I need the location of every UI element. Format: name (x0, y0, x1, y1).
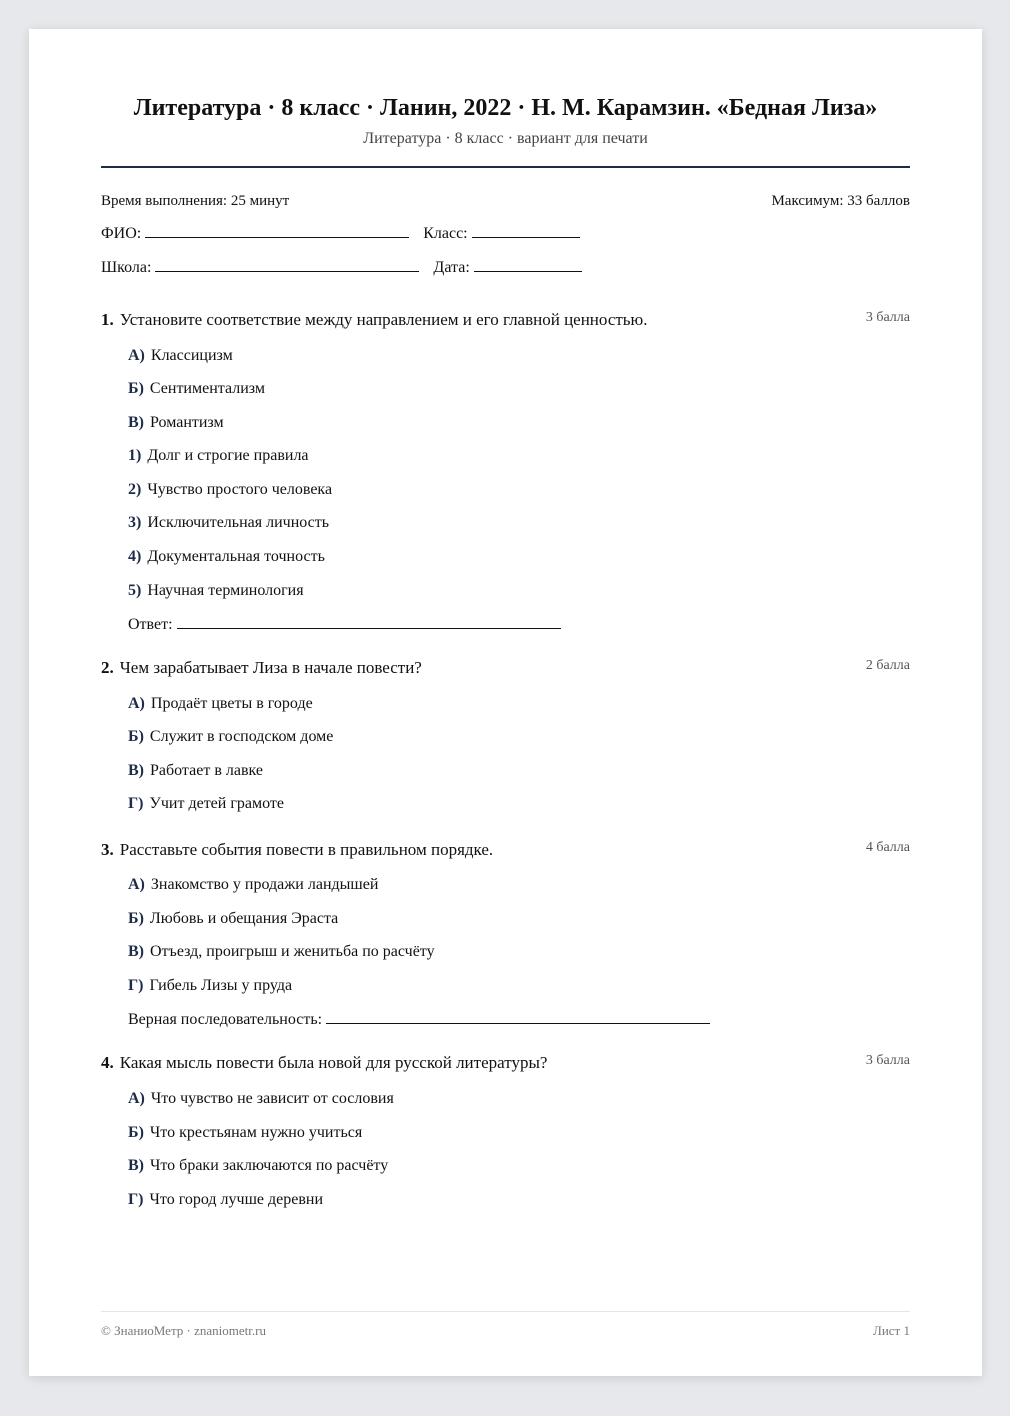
question-4 (101, 1053, 910, 1073)
option-letter: 3) (128, 514, 142, 531)
option-letter: А) (128, 695, 145, 712)
school-date-row (101, 259, 592, 277)
option-text: Классицизм (150, 347, 233, 364)
footer-divider (101, 1311, 910, 1312)
fio-line[interactable] (145, 236, 409, 238)
option-letter: Г) (128, 795, 144, 812)
option-item (128, 582, 304, 600)
option-letter: Б) (128, 380, 144, 397)
option-item (128, 1090, 394, 1108)
option-text: Что город лучше деревни (149, 1191, 324, 1208)
option-text: Что чувство не зависит от сословия (150, 1090, 394, 1107)
option-item (128, 695, 313, 713)
option-item (128, 728, 333, 746)
question-points: 3 балла (865, 1053, 910, 1068)
option-item (128, 1191, 323, 1209)
page-subtitle: Литература · 8 класс · вариант для печати (363, 130, 648, 147)
option-text: Учит детей грамоте (149, 795, 285, 812)
option-item (128, 380, 265, 398)
date-line[interactable] (474, 270, 582, 272)
question-text: Расставьте события повести в правильном порядке. (119, 840, 494, 859)
option-text: Работает в лавке (150, 762, 263, 779)
footer-copyright: © ЗнаниоМетр · znaniometr.ru (101, 1323, 266, 1338)
fio-class-row (101, 225, 590, 243)
option-letter: 1) (128, 447, 142, 464)
time-limit: Время выполнения: 25 минут (101, 193, 290, 209)
question-points: 3 балла (865, 310, 910, 325)
option-letter: В) (128, 762, 144, 779)
option-text: Продаёт цветы в городе (150, 695, 313, 712)
question-points: 2 балла (865, 658, 910, 673)
question-number: 1. (101, 310, 114, 329)
option-item (128, 762, 263, 780)
option-text: Служит в господском доме (149, 728, 334, 745)
question-number: 3. (101, 840, 114, 859)
answer-row (128, 616, 561, 634)
option-text: Романтизм (150, 414, 224, 431)
question-text: Установите соответствие между направлением и его главной ценностью. (119, 310, 648, 329)
option-letter: 2) (128, 481, 142, 498)
date-label: Дата: (433, 259, 470, 276)
fio-label: ФИО: (101, 225, 142, 242)
question-3 (101, 840, 910, 860)
option-letter: Г) (128, 1191, 144, 1208)
answer-label: Ответ: (128, 616, 173, 633)
option-item (128, 447, 309, 465)
option-letter: Б) (128, 728, 144, 745)
option-item (128, 1124, 362, 1142)
sequence-answer-row (128, 1011, 710, 1029)
footer-page-number: Лист 1 (873, 1323, 910, 1338)
option-text: Долг и строгие правила (147, 447, 309, 464)
option-item (128, 795, 284, 813)
option-letter: 4) (128, 548, 142, 565)
school-line[interactable] (155, 270, 419, 272)
option-text: Документальная точность (147, 548, 325, 565)
page-title: Литература · 8 класс · Ланин, 2022 · Н. М. Карамзин. «Бедная Лиза» (133, 95, 878, 121)
option-text: Что крестьянам нужно учиться (149, 1124, 363, 1141)
option-item (128, 876, 378, 894)
option-letter: А) (128, 1090, 145, 1107)
option-text: Знакомство у продажи ландышей (150, 876, 379, 893)
question-number: 2. (101, 658, 114, 677)
option-text: Гибель Лизы у пруда (149, 977, 293, 994)
option-item (128, 548, 325, 566)
question-1 (101, 310, 910, 330)
question-2 (101, 658, 910, 678)
header-divider (101, 166, 910, 168)
option-item (128, 910, 338, 928)
answer-line[interactable] (326, 1022, 710, 1024)
option-text: Сентиментализм (149, 380, 265, 397)
option-letter: Б) (128, 1124, 144, 1141)
question-text: Чем зарабатывает Лиза в начале повести? (119, 658, 422, 677)
question-points: 4 балла (865, 840, 910, 855)
option-item (128, 1157, 388, 1175)
answer-label: Верная последовательность: (128, 1011, 323, 1028)
option-letter: А) (128, 876, 145, 893)
option-text: Любовь и обещания Эраста (149, 910, 339, 927)
option-item (128, 977, 292, 995)
option-letter: Г) (128, 977, 144, 994)
option-text: Чувство простого человека (147, 481, 333, 498)
answer-line[interactable] (177, 627, 561, 629)
option-text: Исключительная личность (147, 514, 330, 531)
class-label: Класс: (423, 225, 468, 242)
option-text: Научная терминология (147, 582, 304, 599)
question-number: 4. (101, 1053, 114, 1072)
school-label: Школа: (101, 259, 152, 276)
option-letter: В) (128, 414, 144, 431)
option-item (128, 481, 332, 499)
option-letter: А) (128, 347, 145, 364)
class-line[interactable] (472, 236, 580, 238)
option-item (128, 943, 435, 961)
option-item (128, 347, 233, 365)
worksheet-page (29, 29, 982, 1376)
option-letter: 5) (128, 582, 142, 599)
option-letter: Б) (128, 910, 144, 927)
question-text: Какая мысль повести была новой для русской литературы? (119, 1053, 548, 1072)
option-letter: В) (128, 1157, 144, 1174)
option-item (128, 514, 329, 532)
option-text: Отъезд, проигрыш и женитьба по расчёту (150, 943, 435, 960)
option-letter: В) (128, 943, 144, 960)
max-score: Максимум: 33 баллов (771, 193, 910, 209)
option-text: Что браки заключаются по расчёту (150, 1157, 389, 1174)
option-item (128, 414, 224, 432)
